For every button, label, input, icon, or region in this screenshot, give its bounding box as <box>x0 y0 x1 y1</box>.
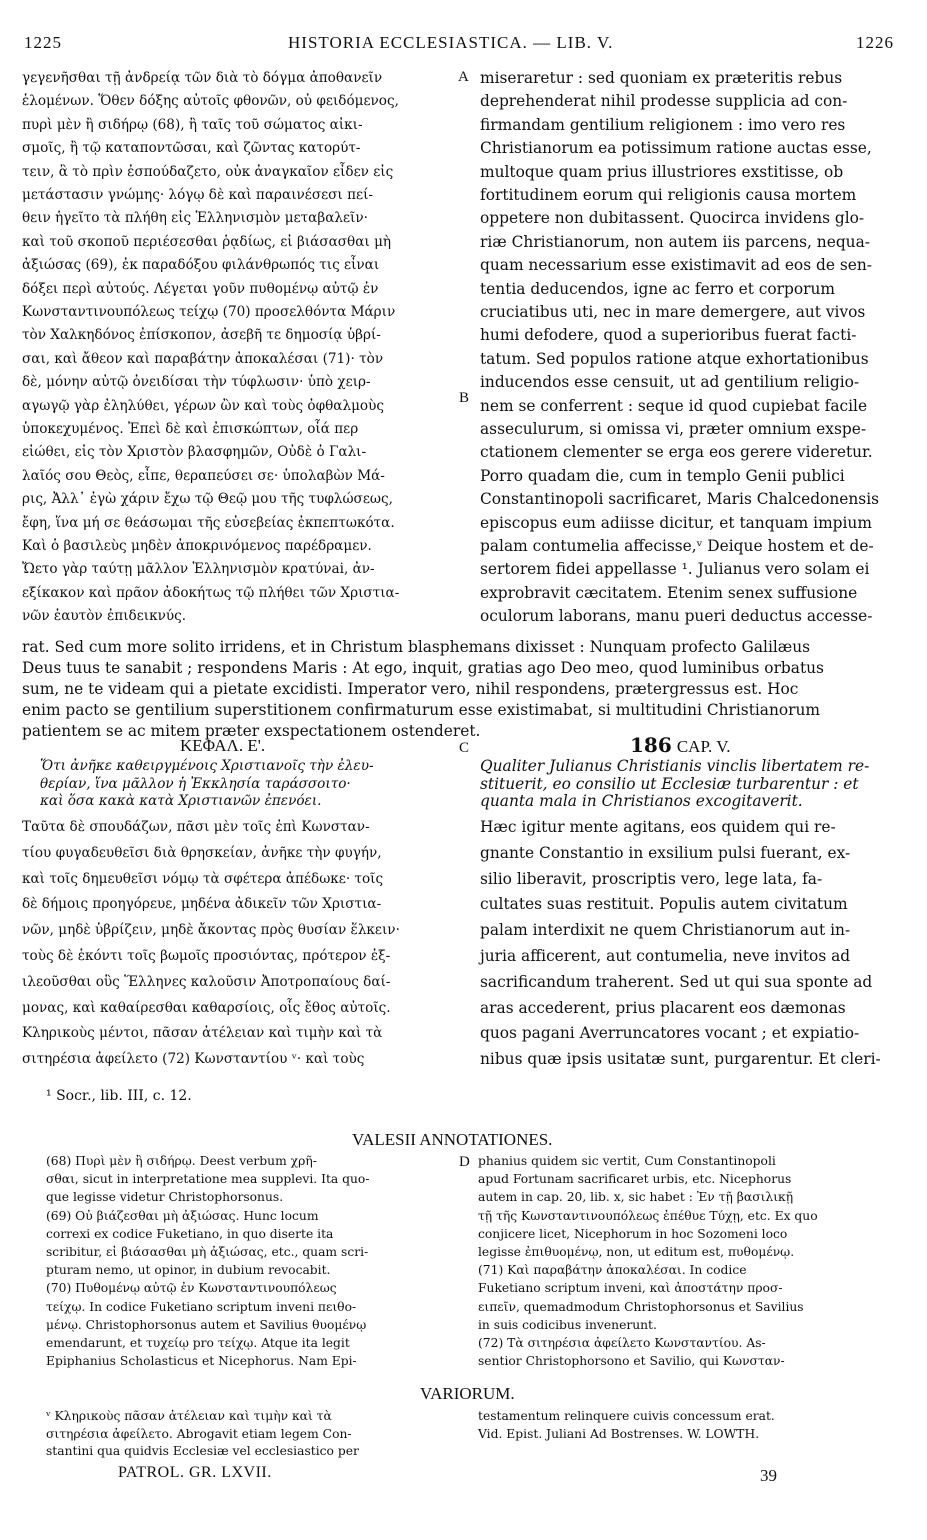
annotation-line: conjicere licet, Nicephorum in hoc Sozomeni loco <box>478 1226 788 1241</box>
latin-text-line: Christianorum ea potissimum ratione auctas esse, <box>480 139 872 158</box>
greek-text-line: ἔφη, ἵνα μή σε θεάσωμαι τῆς εὐσεβείας ἐκπεπτωκότα. <box>22 514 395 531</box>
greek-text-line: ἑλομένων. Ὅθεν δόξης αὐτοῖς φθονῶν, οὐ φειδόμενος, <box>22 93 399 110</box>
greek-text-line: δόξει περὶ αὐτούς. Λέγεται γοῦν πυθομένῳ αὐτῷ ἐν <box>22 280 379 297</box>
annotation-line: pturam nemo, ut opinor, in dubium revocabit. <box>46 1263 331 1278</box>
latin-text-line: inducendos esse censuit, ut ad gentilium religio- <box>480 373 860 392</box>
margin-marker-b: B <box>459 390 470 406</box>
greek-text-line: ἀξιώσας (69), ἐκ παραδόξου φιλάνθρωπός τις εἶναι <box>22 257 380 274</box>
greek-summary-line: Ὅτι ἀνῆκε καθειργμένοις Χριστιανοῖς τὴν ἐλευ- <box>40 758 374 774</box>
greek-text-line: πυρὶ μὲν ἢ σιδήρῳ (68), ἢ ταῖς τοῦ σώματος αἰκι- <box>22 116 363 133</box>
greek-text-line: εξίκακον καὶ πρᾶον ἀδοκήτως τῷ πλήθει τῶν Χριστια- <box>22 584 400 601</box>
latin-text-line: sum, ne te videam qui a pietate excidisti. Imperator vero, nihil respondens, prætergressus est. Hoc <box>22 680 799 698</box>
latin-text-line: exprobravit cæcitatem. Etenim senex suffusione <box>480 583 858 602</box>
greek-text-line: καὶ τοῦ σκοποῦ περιέσεσθαι ῥᾳδίως, εἰ βιάσασθαι μὴ <box>22 233 392 250</box>
latin-text-line: sacrificandum traherent. Sed ut qui sua sponte ad <box>480 972 873 991</box>
latin-text-line: miseraretur : sed quoniam ex præteritis rebus <box>480 69 843 87</box>
greek-text-line: σμοῖς, ἢ τῷ καταποντῶσαι, καὶ ζῶντας κατορύτ- <box>22 140 361 157</box>
variorum-line: stantini qua quidvis Ecclesiæ vel ecclesiastico per <box>46 1444 359 1458</box>
latin-text-line: firmandam gentilium religionem : imo vero res <box>480 115 846 134</box>
greek-summary-line: θερίαν, ἵνα μᾶλλον ἡ Ἐκκλησία ταράσσοιτο· <box>40 775 351 792</box>
valesii-heading: VALESII ANNOTATIONES. <box>352 1130 553 1149</box>
latin-text-line: patientem se ac mitem præter exspectationem ostenderet. <box>22 722 481 740</box>
page-number-bottom: 39 <box>760 1466 777 1485</box>
margin-marker-c: C <box>459 740 470 756</box>
greek-text-line: Ταῦτα δὲ σπουδάζων, πᾶσι μὲν τοῖς ἐπὶ Κωνσταν- <box>22 819 370 835</box>
greek-text-line: τίου φυγαδευθεῖσι διὰ θρησκείαν, ἀνῆκε τὴν φυγήν, <box>22 844 382 861</box>
latin-text-line: quam necessarium esse existimavit ad eos de sen- <box>480 256 872 275</box>
latin-text-line: palam contumelia affecisse,ᵛ Deique hostem et de- <box>480 537 874 555</box>
latin-text-line: quos pagani Averruncatores vocant ; et expiatio- <box>480 1024 860 1043</box>
greek-text-line: εἰώθει, εἰς τὸν Χριστὸν βλασφημῶν, Οὐδὲ ὁ Γαλι- <box>22 444 367 461</box>
greek-text-line: τειν, ἃ τὸ πρὶν ἐσπούδαζετο, οὐκ ἀναγκαῖον εἶδεν εἰς <box>22 163 394 180</box>
annotation-line: τείχῳ. In codice Fuketiano scriptum inveni πειθο- <box>46 1299 357 1314</box>
annotation-line: τῇ τῆς Κωνσταντινουπόλεως ἐπέθυε Τύχῃ, etc. Ex quo <box>478 1208 818 1223</box>
annotation-line: σθαι, sicut in interpretatione mea supplevi. Ita quo- <box>46 1172 370 1187</box>
greek-text-line: μονας, καὶ καθαίρεσθαι καθαρσίοις, οἷς ἔθος αὐτοῖς. <box>22 999 391 1016</box>
latin-summary-line: quanta mala in Christianos excogitaverit. <box>480 792 803 810</box>
annotation-line: (69) Οὐ βιάζεσθαι μὴ ἀξιώσας. Hunc locum <box>46 1208 319 1223</box>
latin-summary-line: Qualiter Julianus Christianis vinclis libertatem re- <box>480 757 870 775</box>
footnote: ¹ Socr., lib. III, c. 12. <box>46 1088 192 1104</box>
latin-text-line: humi defodere, quod a superioribus fuerat facti- <box>480 326 857 345</box>
greek-text-line: δὲ δήμοις προηγόρευε, μηδένα ἀδικεῖν τῶν Χριστια- <box>22 896 382 913</box>
latin-text-line: juria afficerent, aut contumelia, neve invitos ad <box>480 947 851 965</box>
greek-text-line: θειν ἡγεῖτο τὰ πλήθη εἰς Ἑλληνισμὸν μεταβαλεῖν· <box>22 210 368 227</box>
latin-text-line: rat. Sed cum more solito irridens, et in Christum blasphemans dixisset : Nunquam profecto Galilæus <box>22 638 811 656</box>
annotation-line: legisse ἐπιθυομένῳ, non, ut editum est, πυθομένῳ. <box>478 1245 795 1259</box>
page-number-right: 1226 <box>856 33 894 52</box>
annotation-line: sentior Christophorsono et Savilio, qui Κωνσταν- <box>478 1354 785 1369</box>
annotation-line: (68) Πυρὶ μὲν ἢ σιδήρῳ. Deest verbum χρῆ- <box>46 1154 317 1168</box>
latin-text-line: sertorem fidei appellasse ¹. Julianus vero solam ei <box>480 560 870 579</box>
latin-text-line: episcopus eum adiisse dicitur, et tanquam impium <box>480 513 872 532</box>
greek-text-line: Ὤετο γὰρ ταύτῃ μᾶλλον Ἑλληνισμὸν κρατύνai, ἀν- <box>22 561 375 578</box>
latin-text-line: fortitudinem eorum qui religionis causa mortem <box>480 186 857 204</box>
greek-text-line: τὸν Χαλκηδόνος ἐπίσκοπον, ἀσεβῆ τε δημοσίᾳ ὑβρί- <box>22 327 381 344</box>
greek-text-line: δὲ, μόνην αὐτῷ ὀνειδίσαι τὴν τύφλωσιν· ὑπὸ χειρ- <box>22 374 371 391</box>
latin-text-line: palam interdixit ne quem Christianorum aut in- <box>480 921 851 940</box>
variorum-line: testamentum relinquere cuivis concessum erat. <box>478 1409 775 1423</box>
latin-text-line: tentia deducendos, igne ac ferro et corporum <box>480 279 836 298</box>
annotation-line: phanius quidem sic vertit, Cum Constantinopoli <box>478 1154 776 1168</box>
greek-text-line: σαι, καὶ ἄθεον καὶ παραβάτην ἀποκαλέσαι (71)· τὸν <box>22 350 384 367</box>
annotation-line: (72) Τὰ σιτηρέσια ἀφείλετο Κωνσταντίου. As- <box>478 1336 766 1350</box>
annotation-line: Fuketiano scriptum inveni, καὶ ἀποστάτην προσ- <box>478 1281 783 1296</box>
greek-text-line: νῶν ἑαυτὸν ἐπιδεικνύς. <box>22 608 187 625</box>
greek-text-line: ρις, Ἀλλ᾽ ἐγὼ χάριν ἔχω τῷ Θεῷ μου τῆς τυφλώσεως, <box>22 491 393 508</box>
latin-text-line: Porro quadam die, cum in templo Genii publici <box>480 466 845 485</box>
margin-marker-d: D <box>459 1154 470 1170</box>
greek-chapter-heading: ΚΕΦΑΛ. Ε'. <box>180 736 266 755</box>
annotation-line: (71) Καὶ παραβάτην ἀποκαλέσαι. In codice <box>478 1263 747 1278</box>
variorum-line: σιτηρέσια ἀφείλετο. Abrogavit etiam legem Con- <box>46 1426 352 1441</box>
column-number: 186 <box>630 733 672 757</box>
annotation-line: scribitur, εἰ βιάσασθαι μὴ ἀξιώσας, etc., quam scri- <box>46 1245 369 1259</box>
annotation-line: apud Fortunam sacrificaret urbis, etc. Nicephorus <box>478 1172 792 1187</box>
patrologia-label: PATROL. GR. LXVII. <box>118 1464 272 1481</box>
greek-text-line: Κληρικοὺς μέντοι, πᾶσαν ἀτέλειαν καὶ τιμὴν καὶ τὰ <box>22 1025 383 1042</box>
variorum-line: Vid. Epist. Juliani Ad Bostrenses. W. LOWTH. <box>478 1426 760 1441</box>
latin-text-line: multoque quam prius illustriores exstitisse, ob <box>480 162 844 181</box>
greek-text-line: γεγενῆσθαι τῇ ἀνδρείᾳ τῶν διὰ τὸ δόγμα ἀποθανεῖν <box>22 70 383 86</box>
greek-text-line: τοὺς δὲ ἑκόντι τοῖς βωμοῖς προσιόντας, πρότερον ἐξ- <box>22 948 391 964</box>
latin-text-line: Deus tuus te sanabit ; respondens Maris : At ego, inquit, gratias ago Deo meo, quod luminibus orbatus <box>22 659 824 677</box>
latin-text-line: asseculurum, si omissa vi, præter omnium exspe- <box>480 420 867 438</box>
greek-text-line: λαῖός σου Θεὸς, εἶπε, θεραπεύσει σε· ὑπολαβὼν Μά- <box>22 467 385 484</box>
annotation-line: μένῳ. Christophorsonus autem et Savilius θυομένῳ <box>46 1317 367 1332</box>
greek-text-line: αγωγῷ γὰρ ἐληλύθει, γέρων ὢν καὶ τοὺς ὀφθαλμοὺς <box>22 397 384 414</box>
latin-text-line: oppetere non dubitassent. Quocirca invidens glo- <box>480 209 865 228</box>
latin-text-line: riæ Christianorum, non autem iis parcens, nequa- <box>480 232 870 251</box>
latin-text-line: cruciatibus uti, nec in mare demergere, aut vivos <box>480 303 866 321</box>
running-title: HISTORIA ECCLESIASTICA. — LIB. V. <box>288 33 614 52</box>
latin-chapter-heading <box>630 733 731 757</box>
latin-text-line: cultates suas restituit. Populis autem civitatum <box>480 895 848 914</box>
greek-text-line: καὶ τοῖς δημευθεῖσι νόμῳ τὰ σφέτερα ἀπέδωκε· τοῖς <box>22 870 384 887</box>
latin-text-line: ctationem clementer se erga eos gerere videretur. <box>480 443 873 462</box>
margin-marker-a: A <box>458 69 469 85</box>
annotation-line: (70) Πυθομένῳ αὐτῷ ἐν Κωνσταντινουπόλεως <box>46 1281 337 1296</box>
greek-text-line: Κωνσταντινουπόλεως τείχῳ (70) προσελθόντα Μάριν <box>22 304 396 320</box>
greek-text-line: νῶν, μηδὲ ὑβρίζειν, μηδὲ ἄκοντας πρὸς θυσίαν ἕλκειν· <box>22 922 400 939</box>
annotation-line: ειπεῖν, quemadmodum Christophorsonus et Savilius <box>478 1299 804 1314</box>
page-number-left: 1225 <box>24 33 62 52</box>
annotation-line: emendarunt, et τυχείῳ pro τείχῳ. Atque ita legit <box>46 1336 350 1350</box>
annotation-line: Epiphanius Scholasticus et Nicephorus. Nam Epi- <box>46 1354 357 1369</box>
latin-text-line: silio liberavit, proscriptis vero, lege lata, fa- <box>480 869 823 888</box>
annotation-line: que legisse videtur Christophorsonus. <box>46 1190 284 1205</box>
annotation-line: autem in cap. 20, lib. x, sic habet : Ἐν τῇ βασιλικῇ <box>478 1190 794 1205</box>
greek-text-line: Καὶ ὁ βασιλεὺς μηδὲν ἀποκρινόμενος παρέδραμεν. <box>22 538 372 554</box>
latin-text-line: tatum. Sed populos ratione atque exhortationibus <box>480 349 869 368</box>
latin-text-line: deprehenderat nihil prodesse supplicia ad con- <box>480 92 848 111</box>
latin-text-line: nem se conferrent : seque id quod cupiebat facile <box>480 396 868 415</box>
latin-summary-line: stituerit, eo consilio ut Ecclesiæ turbarentur : et <box>480 774 859 793</box>
greek-summary-line: καὶ ὅσα κακὰ κατὰ Χριστιανῶν ἐπενόει. <box>40 793 322 809</box>
latin-chapter-label: CAP. V. <box>676 737 731 756</box>
latin-text-line: Constantinopoli sacrificaret, Maris Chalcedonensis <box>480 490 880 509</box>
greek-text-line: ιλεοῦσθαι οὓς Ἕλληνες καλοῦσιν Ἀποτροπαίους δαί- <box>22 973 391 990</box>
latin-text-line: Hæc igitur mente agitans, eos quidem qui re- <box>480 818 836 836</box>
latin-text-line: aras accederent, prius placarent eos dæmonas <box>480 998 846 1017</box>
latin-text-line: gnante Constantio in exsilium pulsi fuerant, ex- <box>480 843 851 862</box>
latin-text-line: oculorum laborans, manu pueri deductus accesse- <box>480 607 873 626</box>
greek-text-line: μετάστασιν γνώμης· λόγῳ δὲ καὶ παραινέσεσι πεί- <box>22 187 373 203</box>
greek-text-line: σιτηρέσια ἀφείλετο (72) Κωνσταντίου ᵛ· καὶ τοὺς <box>22 1051 365 1068</box>
greek-text-line: ὑποκεχυμένος. Ἐπεὶ δὲ καὶ ἐπισκώπτων, οἷά περ <box>22 421 359 437</box>
annotation-line: in suis codicibus invenerunt. <box>478 1317 657 1332</box>
annotation-line: correxi ex codice Fuketiano, in quo diserte ita <box>46 1226 334 1241</box>
variorum-line: ᵛ Κληρικοὺς πᾶσαν ἀτέλειαν καὶ τιμὴν καὶ τὰ <box>46 1409 332 1423</box>
variorum-heading: VARIORUM. <box>420 1384 515 1403</box>
latin-text-line: nibus quæ ipsis usitatæ sunt, purgarentur. Et cleri- <box>480 1050 881 1069</box>
latin-text-line: enim pacto se gentilium superstitionem confirmaturum esse existimabat, si multitudini Christianorum <box>22 701 821 719</box>
